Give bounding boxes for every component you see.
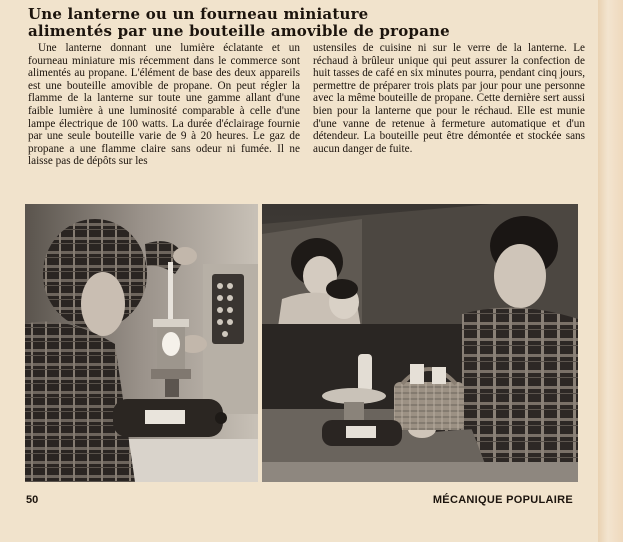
article-title [28,6,588,40]
page-number: 50 [26,494,39,506]
lantern-photo [25,204,258,482]
article-column-right: ustensiles de cuisine ni sur le verre de la lanterne. Le réchaud à brûleur unique qui peut assurer la confection de huit tasses de café en six minutes pourra, pendant cinq jours, permettre de préparer trois plats par jour pour une personne avec la même bouteille de propane. Cette dernière sert aussi bien pour la lanterne que pour le réchaud. Elle est munie d'une vanne de retenue à fermeture automatique et d'un détendeur. La bouteille peut être démontée et stockée sans aucun danger de fuite. [313,42,585,155]
title-line-1: Une lanterne ou un fourneau miniature [28,5,369,23]
magazine-name: MÉCANIQUE POPULAIRE [432,494,573,506]
title-line-2: alimentés par une bouteille amovible de propane [28,22,450,40]
page-edge [598,0,623,542]
article-column-left: Une lanterne donnant une lumière éclatante et un fourneau miniature mis récemment dans le commerce sont alimentés au propane. L'élément de base des deux appareils est une bouteille amovible de propane. On peut régler la flamme de la lanterne sur toute une gamme allant d'une faible lumière à une luminosité comparable à celle d'une lampe électrique de 100 watts. La durée d'éclairage fournie par une seule bouteille varie de 9 à 20 heures. Le gaz de propane a une flamme claire sans odeur ni fumée. Il ne laisse pas de dépôts sur les [28,42,300,168]
stove-photo [262,204,578,482]
